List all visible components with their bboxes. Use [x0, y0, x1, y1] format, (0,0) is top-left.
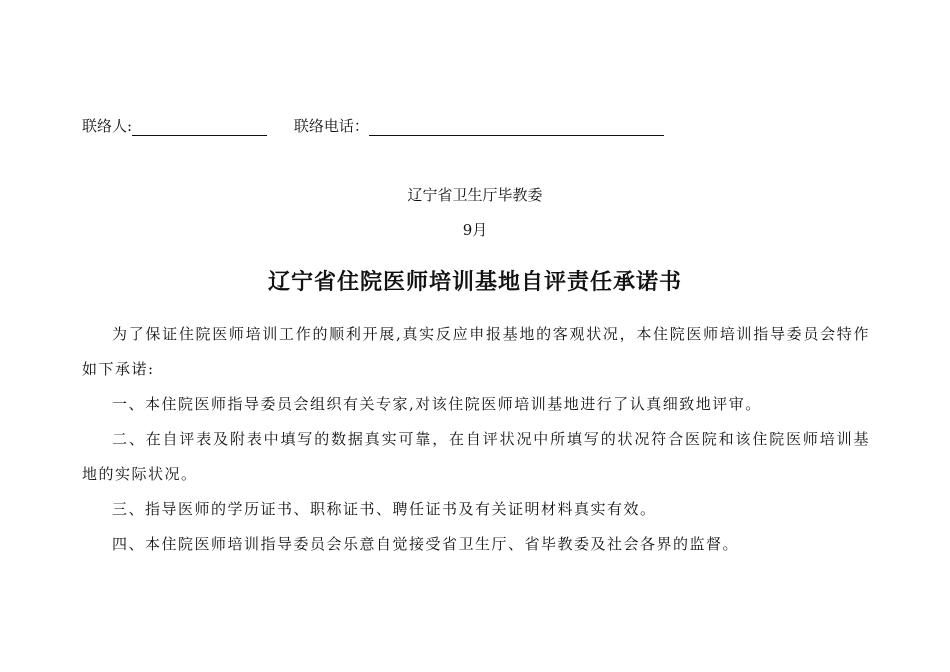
intro-paragraph: 为了保证住院医师培训工作的顺利开展,真实反应申报基地的客观状况，本住院医师培训指导委员会特作如下承诺: [82, 325, 870, 378]
issuer-org: 辽宁省卫生厅毕教委 [407, 186, 543, 204]
document-body [82, 317, 870, 562]
issuer-date: 9月 [462, 221, 488, 239]
commitment-item-3: 三、指导医师的学历证书、职称证书、聘任证书及有关证明材料真实有效。 [112, 500, 657, 518]
commitment-item-4: 四、本住院医师培训指导委员会乐意自觉接受省卫生厅、省毕教委及社会各界的监督。 [112, 535, 740, 553]
commitment-item-1: 一、本住院医师指导委员会组织有关专家,对该住院医师培训基地进行了认真细致地评审。 [112, 395, 762, 413]
commitment-item-2: 二、在自评表及附表中填写的数据真实可靠，在自评状况中所填写的状况符合医院和该住院医师培训基地的实际状况。 [82, 430, 870, 483]
document-title: 辽宁省住院医师培训基地自评责任承诺书 [267, 270, 682, 295]
contact-person-label: 联络人: [82, 117, 133, 135]
contact-person-blank[interactable] [132, 119, 267, 136]
contact-phone-blank[interactable] [369, 119, 664, 136]
contact-phone-label: 联络电话： [293, 117, 369, 135]
contact-line [82, 116, 664, 136]
